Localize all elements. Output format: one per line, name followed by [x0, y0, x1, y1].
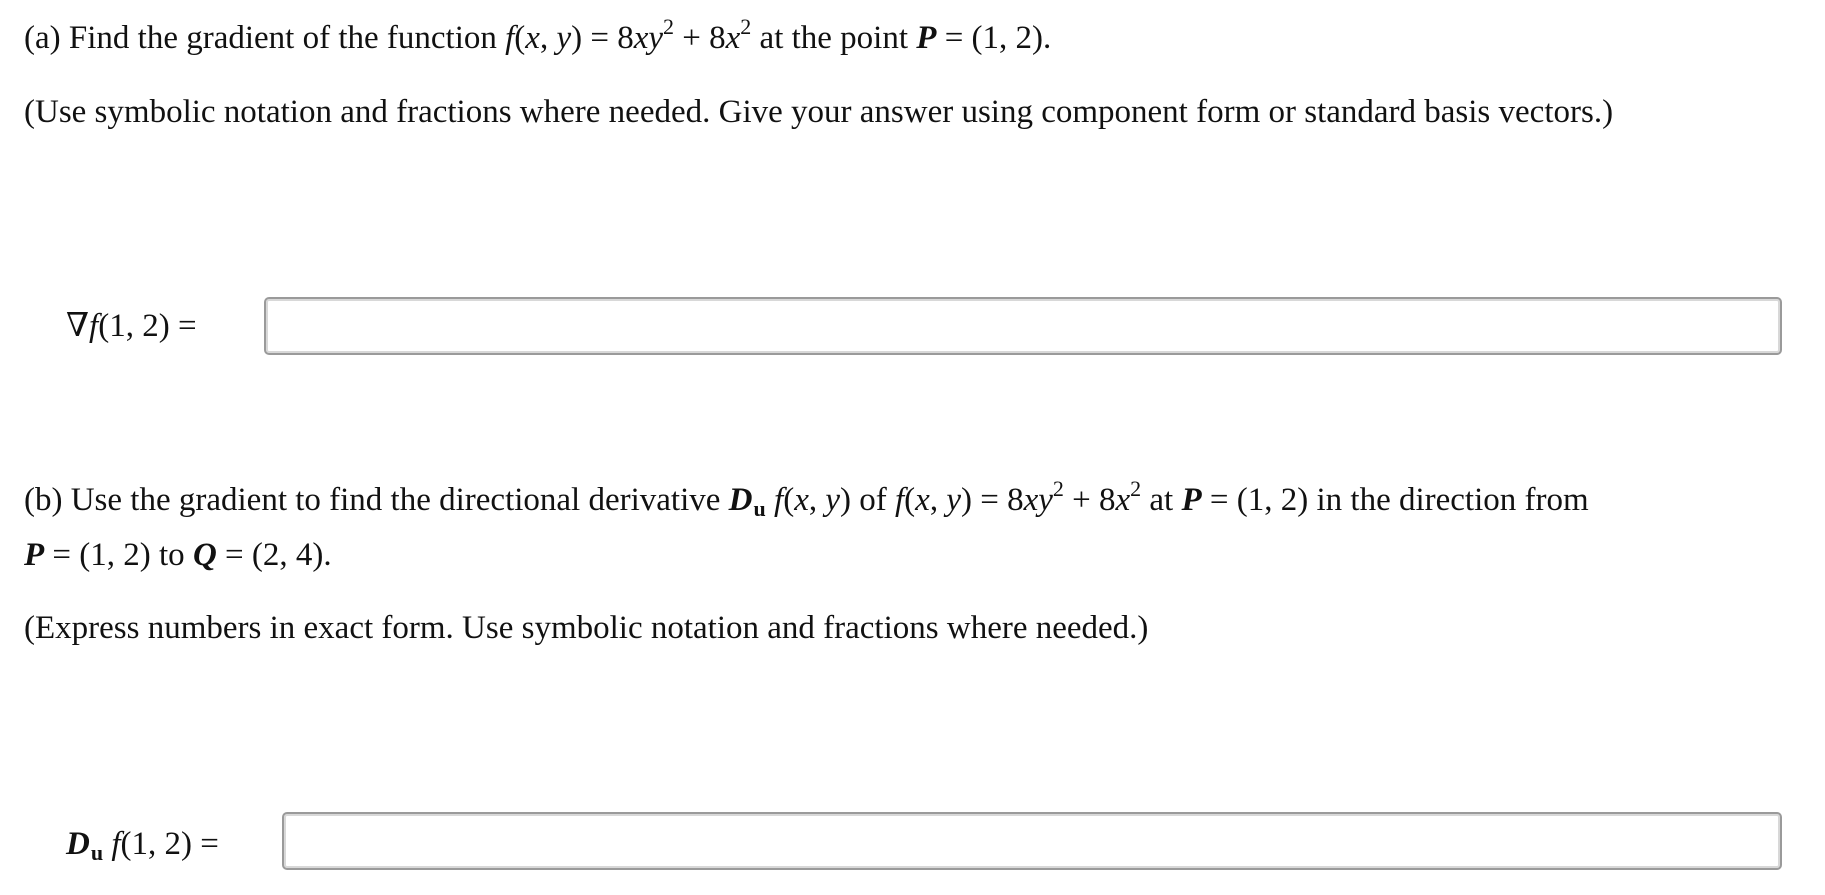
gradient-answer-label: ∇f(1, 2) =: [66, 308, 197, 344]
part-b-question-line2: P = (1, 2) to Q = (2, 4).: [24, 537, 332, 573]
gradient-answer-input[interactable]: [264, 297, 1782, 355]
part-b-question-line1: (b) Use the gradient to find the directional derivative Du f(x, y) of f(x, $y) = 8xy^2 + 8x^2$ at P = (1, 2) in the direction from: [24, 476, 1589, 521]
part-b-prefix: (b) Use the gradient to find the directional derivative: [24, 482, 729, 518]
directional-derivative-answer-label: Du f(1, 2) =: [66, 826, 219, 865]
part-b-instructions: (Express numbers in exact form. Use symbolic notation and fractions where needed.): [24, 610, 1149, 646]
part-a-question: (a) Find the gradient of the function f(x, $y) = 8xy^2 + 8x^2$ at the point P = (1, 2).: [24, 14, 1052, 56]
directional-derivative-answer-input[interactable]: [282, 812, 1782, 870]
part-a-prefix: (a) Find the gradient of the function: [24, 20, 506, 56]
part-a-instructions: (Use symbolic notation and fractions where needed. Give your answer using component form or standard basis vectors.): [24, 94, 1614, 130]
part-a-function: f: [505, 20, 515, 56]
